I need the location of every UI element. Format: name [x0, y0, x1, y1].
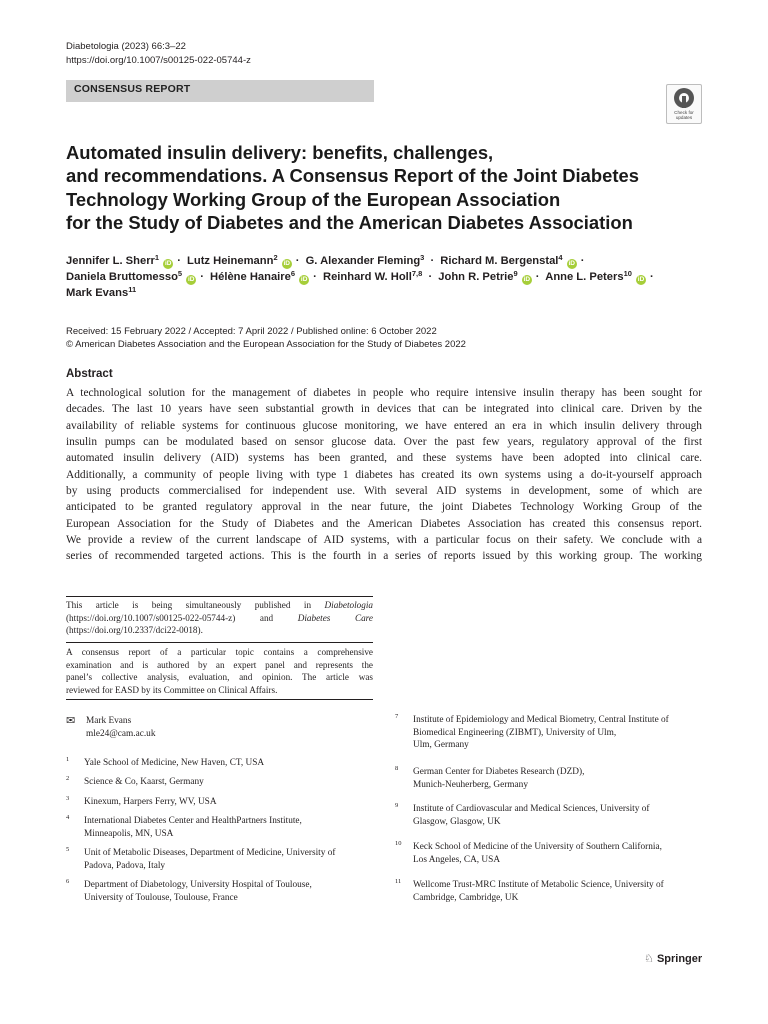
affiliation-number: 6: [66, 878, 70, 885]
author-name[interactable]: Hélène Hanaire: [210, 271, 291, 283]
affiliation-line: German Center for Diabetes Research (DZD),: [413, 767, 585, 777]
author-name[interactable]: Anne L. Peters: [545, 271, 624, 283]
affiliation-line: Munich-Neuherberg, Germany: [413, 779, 528, 790]
footnote-divider: [66, 596, 373, 597]
footnote-divider: [66, 699, 373, 700]
affiliation-line: Cambridge, Cambridge, UK: [413, 892, 519, 903]
author-affiliation-ref: 11: [128, 285, 137, 294]
check-for-updates-badge[interactable]: [666, 84, 702, 124]
affiliation-line: University of Toulouse, Toulouse, France: [84, 892, 238, 903]
note-line: reviewed for EASD by its Committee on Clinical Affairs.: [66, 684, 278, 695]
author-affiliation-ref: 10: [623, 269, 632, 278]
affiliation-line: Institute of Epidemiology and Medical Biometry, Central Institute of: [413, 715, 669, 725]
author-name[interactable]: John R. Petrie: [438, 271, 514, 283]
author-affiliation-ref: 3: [420, 253, 425, 262]
springer-horse-icon: ♘: [644, 953, 654, 965]
author-name[interactable]: G. Alexander Fleming: [305, 255, 421, 267]
affiliation-line: Biomedical Engineering (ZIBMT), University of Ulm,: [413, 727, 617, 738]
title-line: Technology Working Group of the European Association: [66, 188, 561, 210]
affiliation-line: Wellcome Trust-MRC Institute of Metabolic Science, University of: [413, 880, 664, 890]
affiliation-item: [395, 803, 705, 828]
abstract-body: [66, 385, 702, 565]
affiliation-number: 5: [66, 846, 70, 853]
abstract-line: decades. The last 10 years have seen substantial growth in devices that can be integrated into clinical care. Driven by the: [66, 403, 702, 416]
note-line: examination and is authored by an expert panel and represents the: [66, 659, 373, 670]
affiliation-item: [395, 841, 705, 866]
affiliation-number: 2: [66, 775, 70, 782]
abstract-line: availability of reliable systems for continuous glucose monitoring, we have entered an era in which insulin delivery through: [66, 419, 702, 432]
abstract-line: anticipated to be granted regulatory approval in the near future, the joint Diabetes Technology Working Group of the: [66, 501, 702, 514]
abstract-line: Additionally, a community of people living with type 1 diabetes has created its own systems using a do-it-yourself approach: [66, 468, 702, 481]
author-list: Jennifer L. Sherr$^1$ iD · Lutz Heinemann$^2$ iD · G. Alexander Fleming$^3$ · Richard M. Bergenstal$^4$ iD · Daniela Bruttomesso$^5$ iD · Hélène Hanaire$^6$ iD · Reinhard W. Holl$^{7,8}$ · John R. Petrie$^9$ iD · Anne L. Peters$^{10}$ iD · Mark Evans$^{11}$: [66, 253, 654, 299]
publication-history: Received: 15 February 2022 / Accepted: 7 April 2022 / Published online: 6 October 2022: [66, 326, 437, 337]
author-affiliation-ref: 7,8: [411, 269, 423, 278]
affiliation-item: [66, 757, 376, 770]
footnote-divider: [66, 642, 373, 643]
article-type-banner: [66, 80, 374, 102]
author-name[interactable]: Daniela Bruttomesso: [66, 271, 178, 283]
orcid-icon[interactable]: iD: [300, 276, 308, 283]
simultaneous-publication-note: [66, 599, 373, 637]
affiliation-item: [66, 879, 376, 904]
author-name[interactable]: Richard M. Bergenstal: [440, 255, 559, 267]
affiliation-line: Yale School of Medicine, New Haven, CT, USA: [84, 758, 265, 768]
correspondence: [66, 715, 75, 729]
affiliation-line: Glasgow, Glasgow, UK: [413, 816, 501, 827]
affiliation-item: [395, 879, 705, 904]
orcid-icon[interactable]: iD: [523, 276, 531, 283]
affiliation-line: International Diabetes Center and HealthPartners Institute,: [84, 816, 302, 826]
orcid-icon[interactable]: iD: [283, 260, 290, 267]
note-journal: Diabetes Care: [297, 612, 373, 623]
author-name[interactable]: Lutz Heinemann: [187, 255, 274, 267]
crossmark-label: Check for updates: [674, 110, 694, 120]
abstract-line: We provide a review of the current landscape of AID systems, with a particular focus on their safety. We conclude with a: [66, 534, 702, 547]
author-name[interactable]: Jennifer L. Sherr: [66, 255, 155, 267]
affiliation-item: [66, 776, 376, 789]
orcid-icon[interactable]: iD: [568, 260, 575, 267]
affiliation-number: 9: [395, 802, 399, 809]
affiliation-item: [66, 815, 376, 840]
affiliation-number: 1: [66, 756, 70, 763]
affiliation-line: Kinexum, Harpers Ferry, WV, USA: [84, 797, 217, 807]
abstract-line: A technological solution for the management of diabetes in people who require intensive insulin therapy has been sought for: [66, 387, 702, 399]
affiliation-item: [395, 766, 705, 791]
article-title: [66, 141, 686, 234]
crossmark-icon: [674, 88, 694, 108]
abstract-line: insulin pumps can be modulated based on sensor glucose data. Over the past few years, regulatory approval of the first: [66, 436, 702, 449]
article-type-label: CONSENSUS REPORT: [74, 83, 191, 95]
copyright-line: © American Diabetes Association and the European Association for the Study of Diabetes 2022: [66, 339, 466, 350]
title-line: for the Study of Diabetes and the American Diabetes Association: [66, 211, 633, 233]
affiliation-number: 11: [395, 878, 402, 885]
journal-citation: Diabetologia (2023) 66:3–22: [66, 41, 186, 52]
affiliation-item: [395, 714, 705, 752]
affiliation-line: Ulm, Germany: [413, 740, 469, 751]
publisher-logo: [644, 952, 702, 965]
note-line: A consensus report of a particular topic contains a comprehensive: [66, 647, 373, 657]
affiliation-line: Department of Diabetology, University Hospital of Toulouse,: [84, 880, 312, 890]
abstract-line: by using products commercialised for independent use. With several AID systems in development, some of which are: [66, 485, 702, 498]
abstract-line: automated insulin delivery (AID) systems has been granted, and these systems have been adopted into clinical care.: [66, 452, 702, 465]
orcid-icon[interactable]: iD: [637, 276, 645, 283]
affiliation-line: Unit of Metabolic Diseases, Department of Medicine, University of: [84, 848, 336, 858]
affiliation-line: Padova, Padova, Italy: [84, 860, 166, 871]
affiliation-number: 10: [395, 840, 402, 847]
affiliation-line: Institute of Cardiovascular and Medical Sciences, University of: [413, 804, 650, 814]
affiliation-line: Keck School of Medicine of the University of Southern California,: [413, 842, 662, 852]
affiliation-number: 8: [395, 765, 399, 772]
note-journal: Diabetologia: [324, 600, 373, 610]
orcid-icon[interactable]: iD: [164, 260, 172, 267]
affiliation-item: [66, 847, 376, 872]
correspondence-details: [86, 715, 155, 740]
consensus-report-note: [66, 646, 373, 696]
affiliation-item: [66, 796, 376, 809]
note-link[interactable]: (https://doi.org/10.2337/dci22-0018).: [66, 625, 203, 635]
note-line: panel’s collective analysis, evaluation, and opinion. The article was: [66, 672, 373, 682]
title-line: Automated insulin delivery: benefits, challenges,: [66, 142, 494, 163]
publisher-name: Springer: [656, 953, 703, 965]
author-affiliation-ref: 2: [273, 253, 278, 262]
affiliation-line: Science & Co, Kaarst, Germany: [84, 777, 204, 787]
author-affiliation-ref: 9: [513, 269, 518, 278]
title-line: and recommendations. A Consensus Report of the Joint Diabetes: [66, 165, 639, 187]
author-name[interactable]: Mark Evans: [66, 287, 129, 299]
article-doi[interactable]: https://doi.org/10.1007/s00125-022-05744-z: [66, 55, 251, 66]
affiliation-line: Los Angeles, CA, USA: [413, 854, 501, 865]
orcid-icon[interactable]: iD: [187, 276, 195, 283]
affiliation-number: 3: [66, 795, 70, 802]
publication-dates: [66, 325, 466, 351]
note-text: This article is being simultaneously published in: [66, 600, 325, 610]
author-affiliation-ref: 6: [290, 269, 296, 278]
author-name[interactable]: Reinhard W. Holl: [323, 271, 412, 283]
correspondence-name: Mark Evans: [86, 716, 132, 726]
abstract-line: series of recommended targeted actions. This is the fourth in a series of reports issued by this working group. The working: [66, 550, 702, 563]
correspondence-email[interactable]: mle24@cam.ac.uk: [86, 728, 156, 739]
affiliation-line: Minneapolis, MN, USA: [84, 828, 174, 839]
affiliation-number: 7: [395, 713, 399, 720]
author-affiliation-ref: 1: [154, 253, 160, 262]
abstract-heading: Abstract: [66, 368, 113, 380]
note-link[interactable]: (https://doi.org/10.1007/s00125-022-05744-z) and: [66, 612, 298, 623]
envelope-icon: ✉: [66, 715, 76, 727]
abstract-line: European Association for the Study of Diabetes and the American Diabetes Association has created this consensus report.: [66, 517, 702, 530]
author-affiliation-ref: 5: [177, 269, 183, 278]
affiliation-number: 4: [66, 814, 70, 821]
author-affiliation-ref: 4: [558, 253, 563, 262]
